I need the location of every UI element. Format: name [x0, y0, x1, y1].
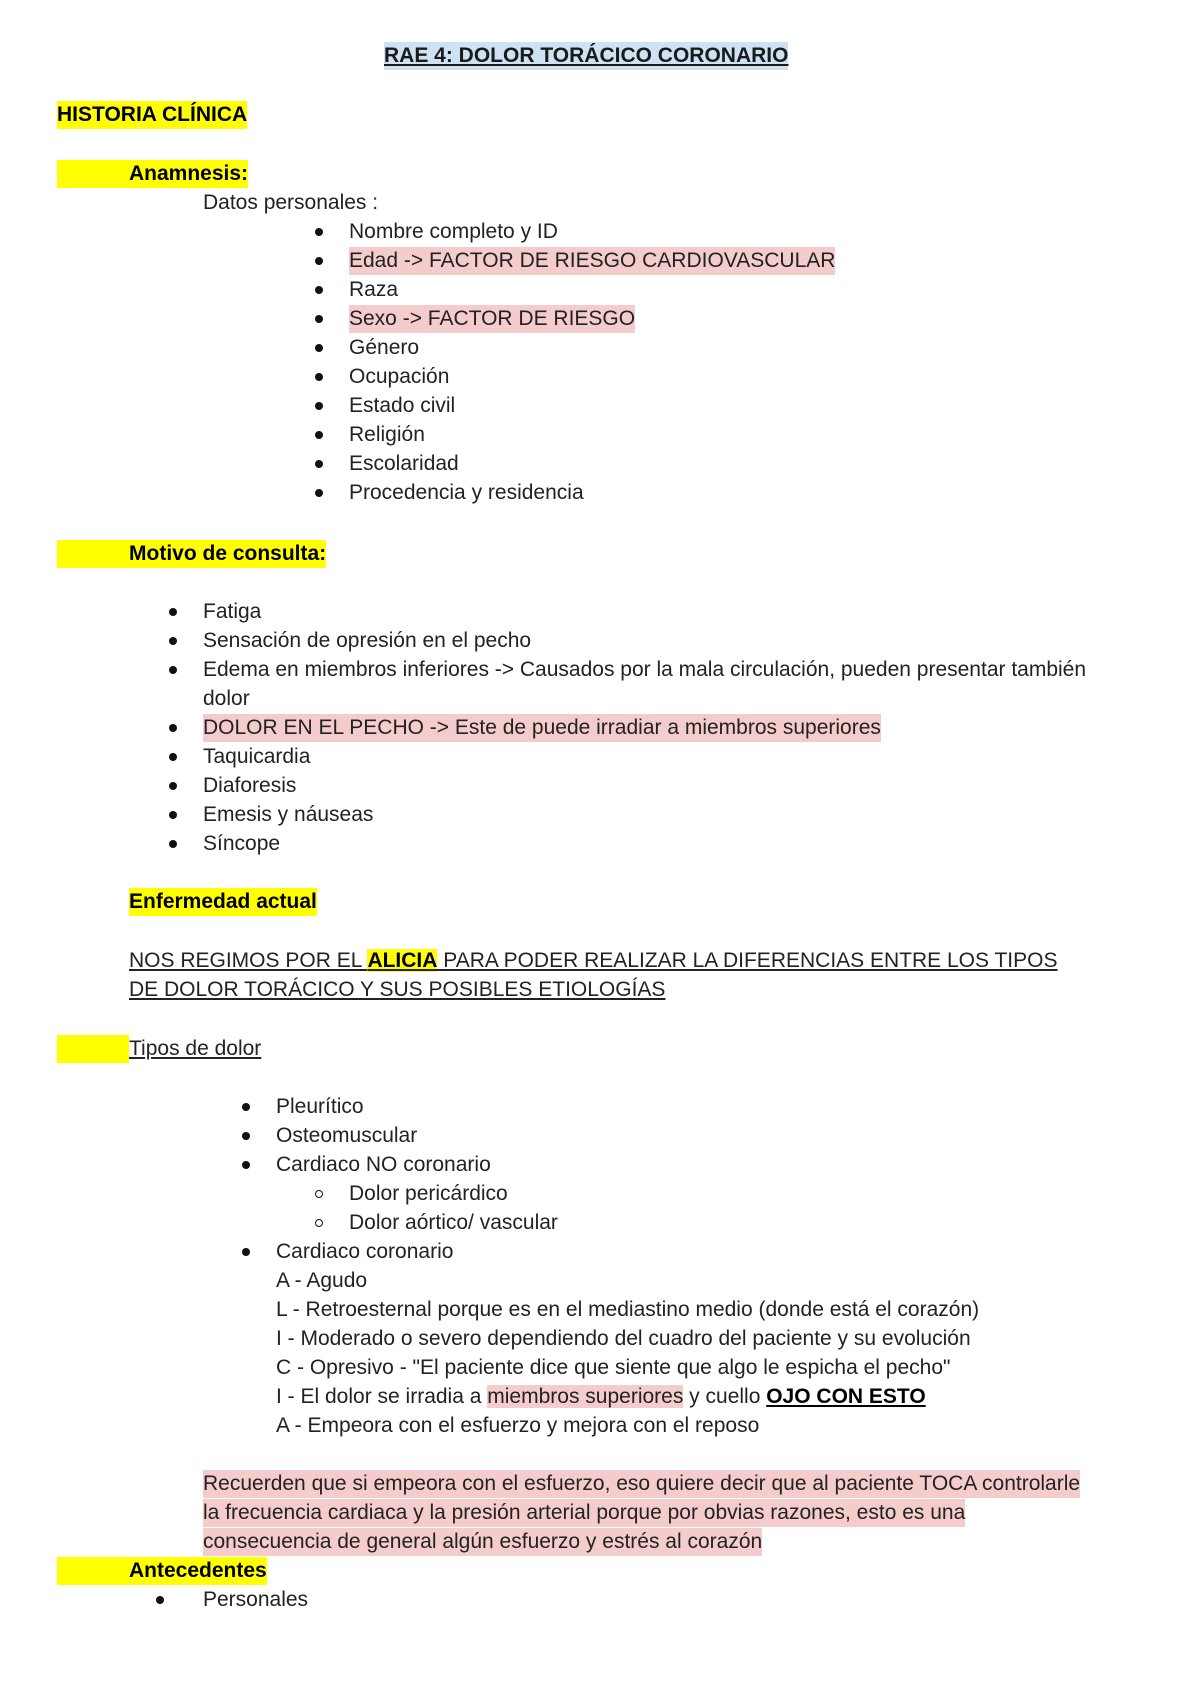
bullet-icon: [315, 431, 323, 439]
list-item: Personales: [203, 1588, 309, 1611]
bullet-icon: [242, 1161, 250, 1169]
bullet-icon: [315, 228, 323, 236]
list-item: Escolaridad: [349, 452, 459, 475]
list-item: Raza: [349, 278, 399, 301]
alicia-text: I - El dolor se irradia a: [276, 1385, 488, 1408]
sub-list-item: Dolor pericárdico: [349, 1182, 508, 1205]
list-item: Procedencia y residencia: [349, 481, 584, 504]
bullet-icon: [242, 1132, 250, 1140]
bullet-icon: [169, 637, 177, 645]
alicia-line: C - Opresivo - "El paciente dice que siente que algo le espicha el pecho": [276, 1356, 951, 1379]
list-item: Diaforesis: [203, 774, 297, 797]
list-item: Género: [349, 336, 420, 359]
sub-list-item: Dolor aórtico/ vascular: [349, 1211, 558, 1234]
note-line: consecuencia de general algún esfuerzo y estrés al corazón: [203, 1528, 762, 1556]
alicia-line: A - Empeora con el esfuerzo y mejora con el reposo: [276, 1414, 760, 1437]
highlight-indent: [57, 1035, 129, 1063]
list-item: Taquicardia: [203, 745, 311, 768]
enfermedad-line-1: [129, 947, 1058, 975]
bullet-icon: [315, 460, 323, 468]
bullet-icon: [315, 286, 323, 294]
heading-motivo-consulta: Motivo de consulta:: [129, 540, 326, 568]
heading-anamnesis: Anamnesis:: [129, 160, 248, 188]
heading-enfermedad-actual: Enfermedad actual: [129, 888, 317, 916]
bullet-icon: [315, 489, 323, 497]
page-title: RAE 4: DOLOR TORÁCICO CORONARIO: [384, 42, 788, 70]
list-item-continuation: dolor: [203, 687, 250, 710]
bullet-icon: [242, 1103, 250, 1111]
sub-bullet-icon: [315, 1190, 323, 1198]
bullet-icon: [169, 753, 177, 761]
list-item: Estado civil: [349, 394, 456, 417]
alicia-keyword: ALICIA: [367, 949, 438, 972]
bullet-icon: [169, 811, 177, 819]
alicia-line: [276, 1383, 926, 1411]
highlighted-text: miembros superiores: [487, 1385, 684, 1408]
sub-bullet-icon: [315, 1219, 323, 1227]
list-item: Ocupación: [349, 365, 450, 388]
list-item: Cardiaco NO coronario: [276, 1153, 491, 1176]
list-item: Cardiaco coronario: [276, 1240, 454, 1263]
list-item: DOLOR EN EL PECHO -> Este de puede irradiar a miembros superiores: [203, 714, 881, 742]
bullet-icon: [156, 1596, 164, 1604]
list-item: Nombre completo y ID: [349, 220, 558, 243]
bullet-icon: [169, 840, 177, 848]
bullet-icon: [315, 257, 323, 265]
bullet-icon: [169, 724, 177, 732]
highlight-indent: [57, 1557, 129, 1585]
enfermedad-text: PARA PODER REALIZAR LA DIFERENCIAS ENTRE LOS TIPOS: [437, 949, 1058, 972]
note-line: la frecuencia cardiaca y la presión arterial porque por obvias razones, esto es una: [203, 1499, 965, 1527]
list-item: Sensación de opresión en el pecho: [203, 629, 532, 652]
bullet-icon: [169, 782, 177, 790]
bullet-icon: [242, 1248, 250, 1256]
datos-personales-label: Datos personales :: [203, 191, 379, 214]
list-item: Fatiga: [203, 600, 262, 623]
list-item: Osteomuscular: [276, 1124, 418, 1147]
list-item: Edad -> FACTOR DE RIESGO CARDIOVASCULAR: [349, 247, 835, 275]
section-historia-clinica: HISTORIA CLÍNICA: [57, 101, 247, 129]
alicia-line: A - Agudo: [276, 1269, 368, 1292]
list-item: Edema en miembros inferiores -> Causados por la mala circulación, pueden presentar también: [203, 658, 1087, 681]
list-item: Pleurítico: [276, 1095, 364, 1118]
enfermedad-line-2: DE DOLOR TORÁCICO Y SUS POSIBLES ETIOLOGÍAS: [129, 978, 666, 1001]
note-line: Recuerden que si empeora con el esfuerzo, eso quiere decir que al paciente TOCA controlarle: [203, 1470, 1080, 1498]
alicia-text: y cuello: [683, 1385, 767, 1408]
list-item: Síncope: [203, 832, 281, 855]
bullet-icon: [315, 344, 323, 352]
enfermedad-text: NOS REGIMOS POR EL: [129, 949, 368, 972]
highlight-indent: [57, 540, 129, 568]
bullet-icon: [169, 608, 177, 616]
heading-tipos-dolor: Tipos de dolor: [129, 1037, 262, 1060]
bullet-icon: [315, 402, 323, 410]
list-item: Sexo -> FACTOR DE RIESGO: [349, 305, 635, 333]
warning-text: OJO CON ESTO: [766, 1385, 926, 1408]
bullet-icon: [169, 666, 177, 674]
list-item: Religión: [349, 423, 425, 446]
list-item: Emesis y náuseas: [203, 803, 374, 826]
bullet-icon: [315, 315, 323, 323]
alicia-line: I - Moderado o severo dependiendo del cuadro del paciente y su evolución: [276, 1327, 971, 1350]
alicia-line: L - Retroesternal porque es en el mediastino medio (donde está el corazón): [276, 1298, 980, 1321]
highlight-indent: [57, 160, 129, 188]
heading-antecedentes: Antecedentes: [129, 1557, 267, 1585]
bullet-icon: [315, 373, 323, 381]
